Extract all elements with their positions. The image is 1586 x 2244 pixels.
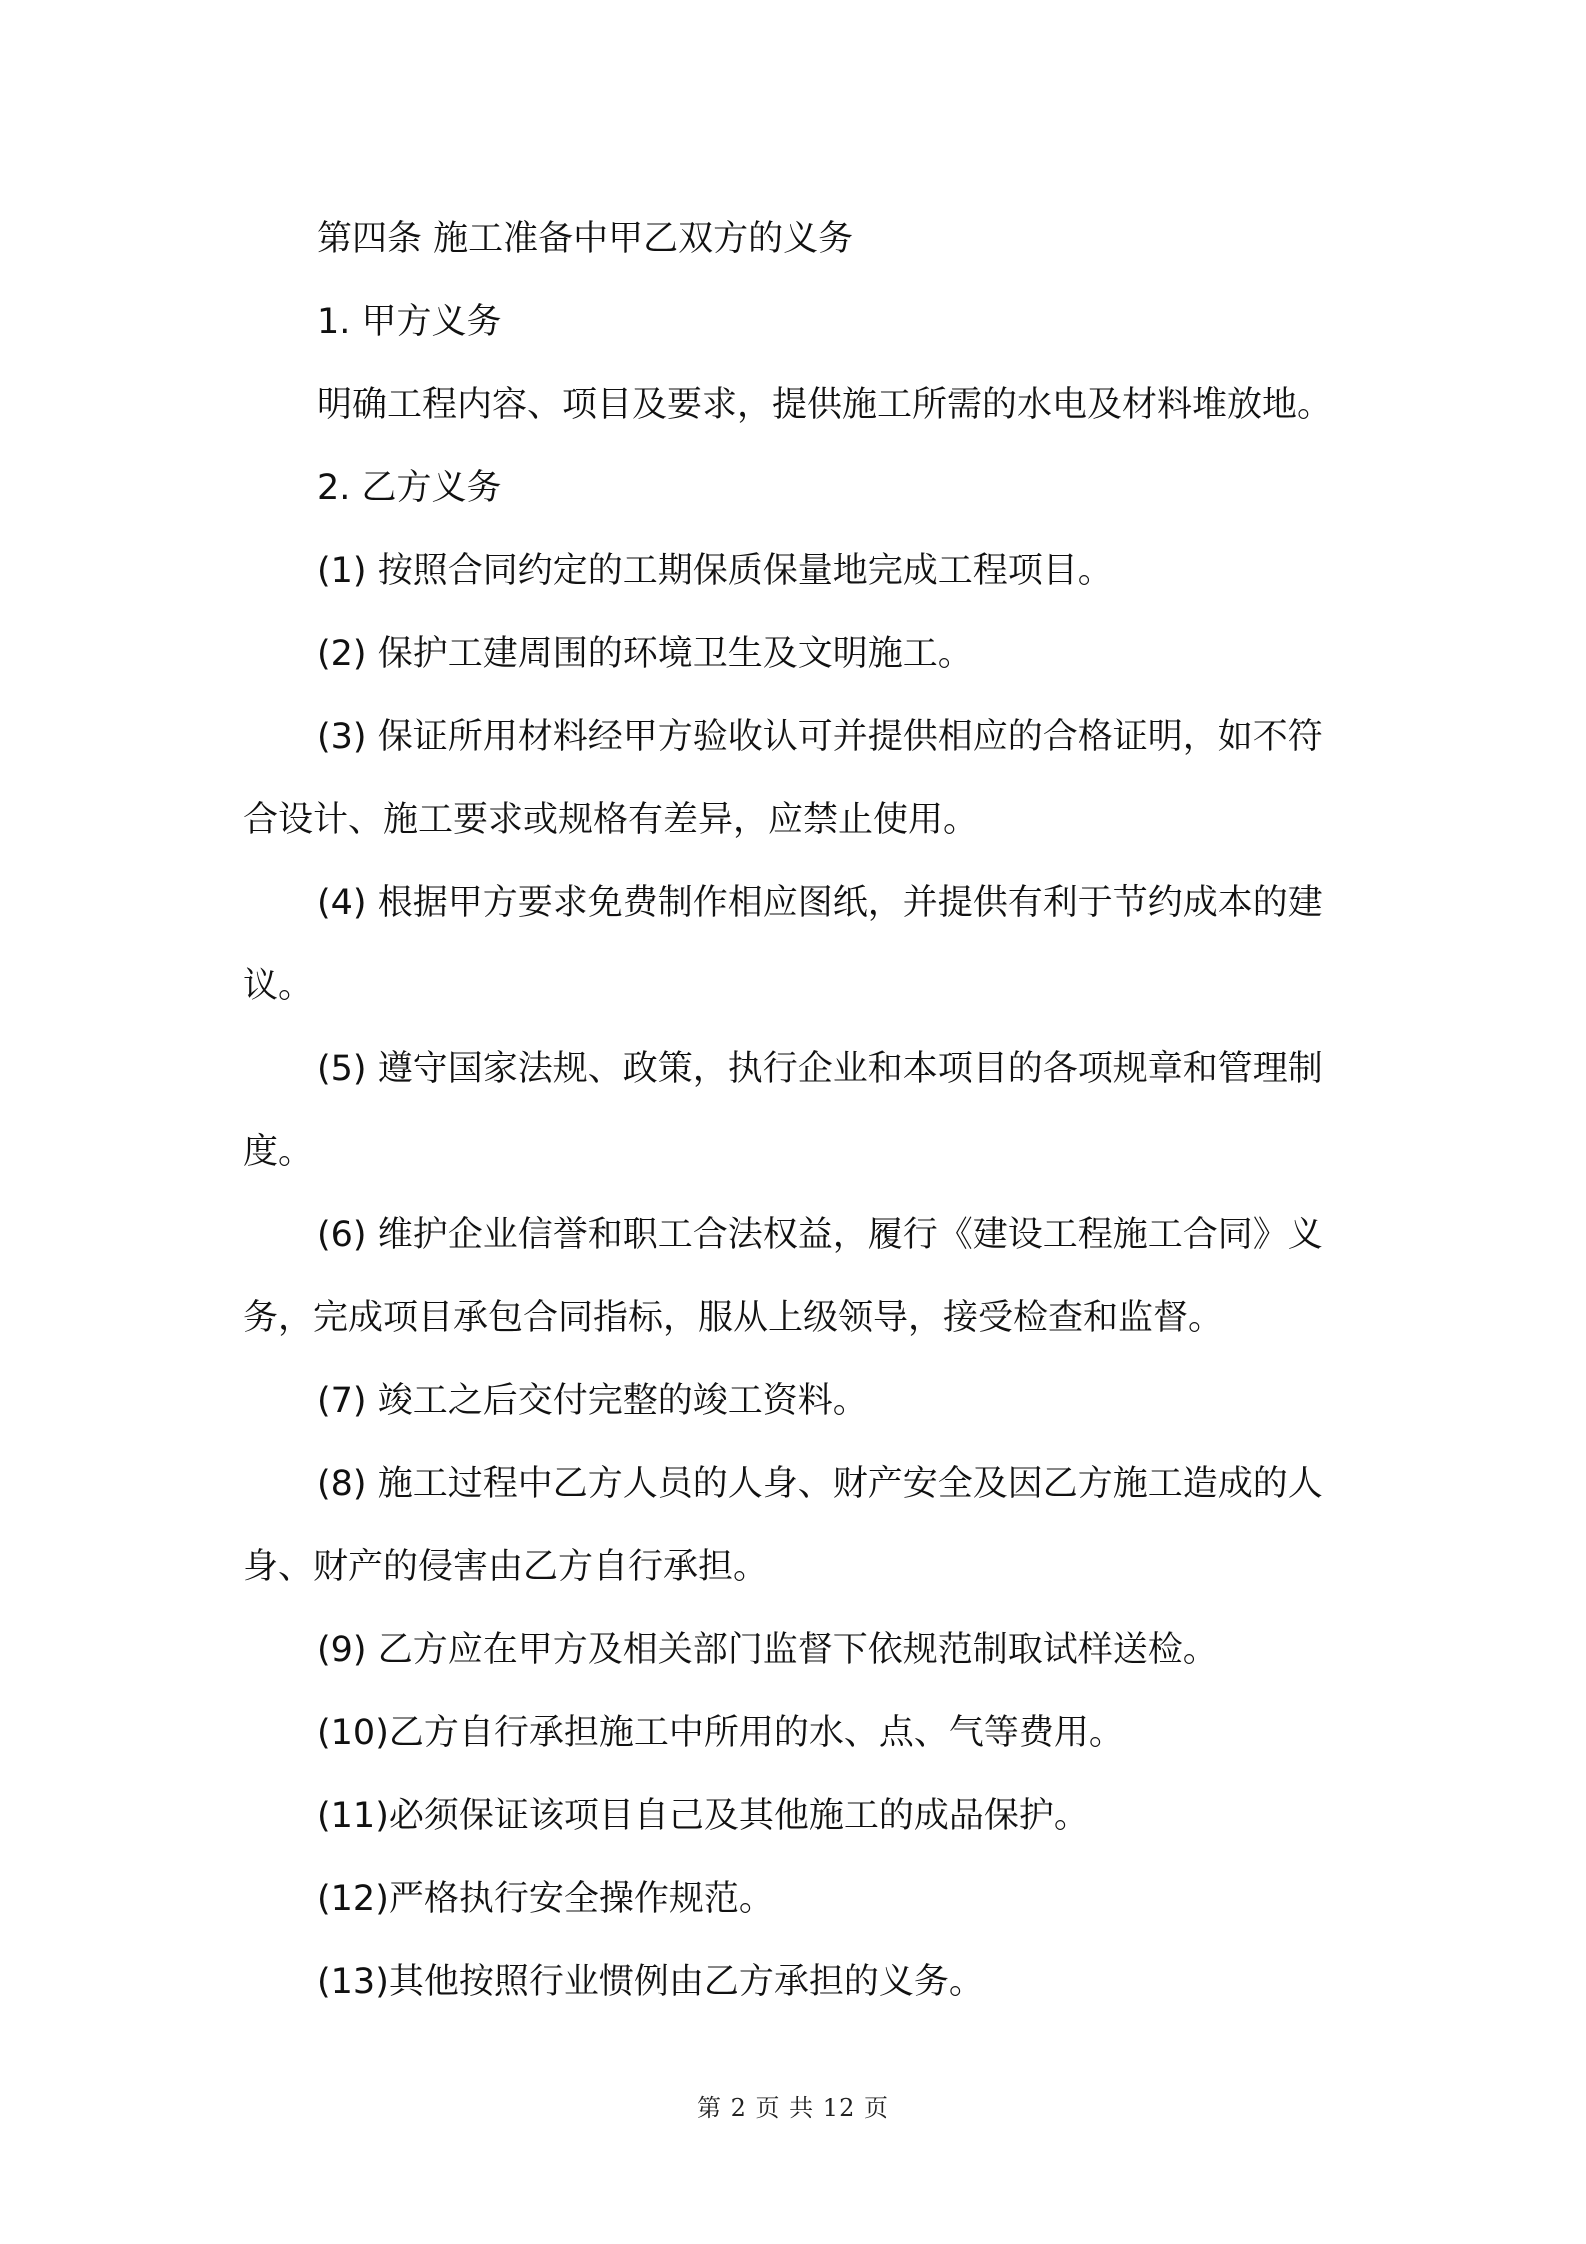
subheading-party-a: 1. 甲方义务	[317, 302, 502, 342]
subheading-party-b: 2. 乙方义务	[317, 468, 502, 508]
page-number-footer: 第 2 页 共 12 页	[697, 2094, 889, 2122]
list-item: (7) 竣工之后交付完整的竣工资料。	[317, 1381, 868, 1421]
paragraph: 明确工程内容、项目及要求，提供施工所需的水电及材料堆放地。	[317, 385, 1333, 425]
list-item: (11)必须保证该项目自己及其他施工的成品保护。	[317, 1796, 1089, 1836]
list-item: (8) 施工过程中乙方人员的人身、财产安全及因乙方施工造成的人身、财产的侵害由乙方自行承担。	[243, 1464, 1323, 1587]
list-item: (13)其他按照行业惯例由乙方承担的义务。	[317, 1962, 984, 2002]
list-item: (9) 乙方应在甲方及相关部门监督下依规范制取试样送检。	[317, 1630, 1218, 1670]
list-item: (6) 维护企业信誉和职工合法权益，履行《建设工程施工合同》义务，完成项目承包合同指标，服从上级领导，接受检查和监督。	[243, 1215, 1323, 1338]
list-item: (5) 遵守国家法规、政策，执行企业和本项目的各项规章和管理制度。	[243, 1049, 1323, 1172]
list-item: (10)乙方自行承担施工中所用的水、点、气等费用。	[317, 1713, 1124, 1753]
list-item: (12)严格执行安全操作规范。	[317, 1879, 774, 1919]
document-body	[243, 198, 1355, 2024]
list-item: (4) 根据甲方要求免费制作相应图纸，并提供有利于节约成本的建议。	[243, 883, 1323, 1006]
section-heading: 第四条 施工准备中甲乙双方的义务	[317, 219, 854, 259]
list-item: (3) 保证所用材料经甲方验收认可并提供相应的合格证明，如不符合设计、施工要求或规格有差异，应禁止使用。	[243, 717, 1323, 840]
list-item: (1) 按照合同约定的工期保质保量地完成工程项目。	[317, 551, 1113, 591]
list-item: (2) 保护工建周围的环境卫生及文明施工。	[317, 634, 973, 674]
